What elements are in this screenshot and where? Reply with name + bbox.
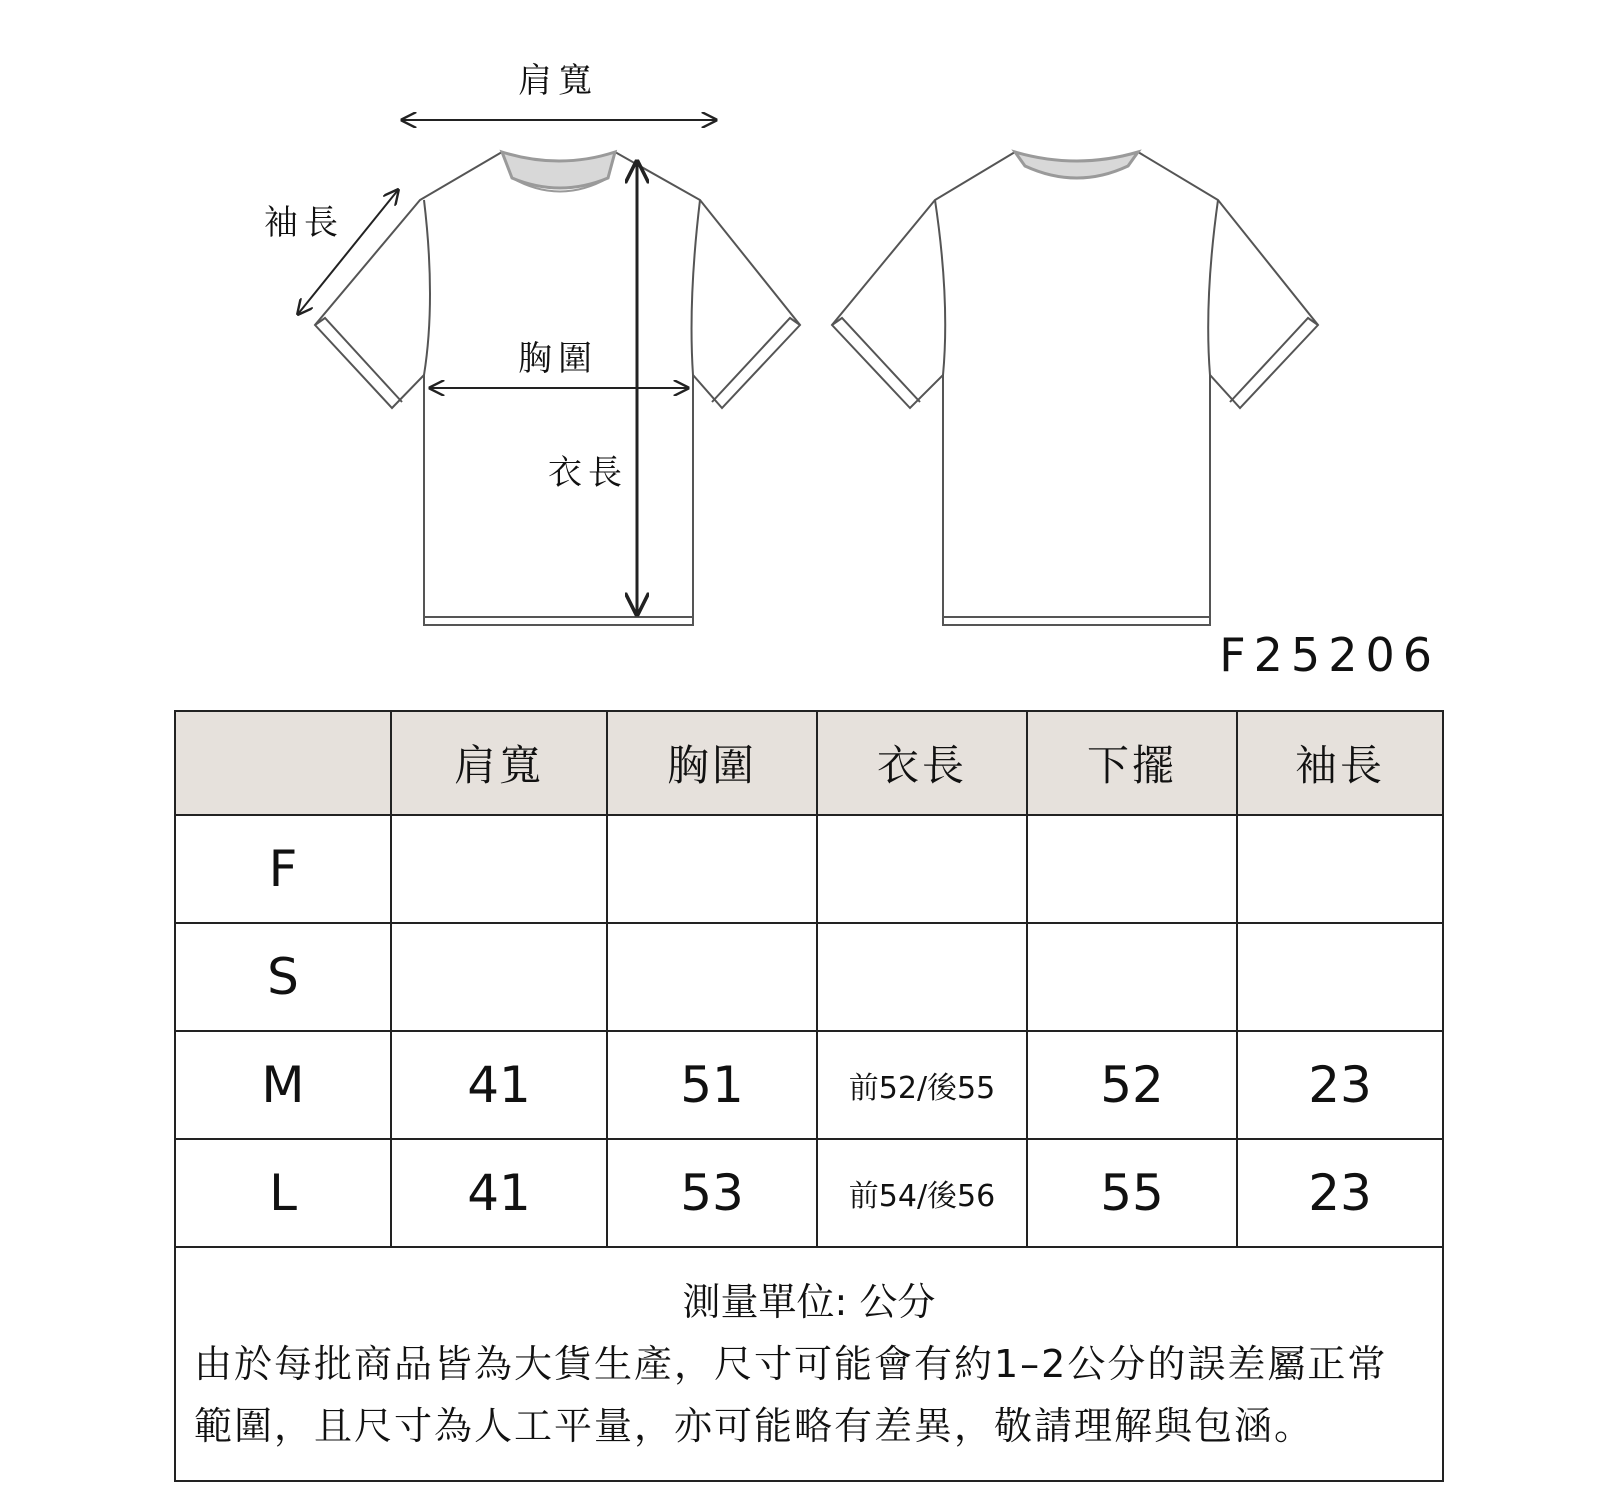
value-cell: 23 [1237, 1139, 1443, 1247]
size-cell: F [175, 815, 391, 923]
product-code: F25206 [1219, 628, 1440, 682]
header-cell-sleeve: 袖長 [1237, 711, 1443, 815]
value-cell [1027, 923, 1237, 1031]
sleeve-label: 袖長 [264, 203, 344, 243]
disclaimer-text: 由於每批商品皆為大貨生產，尺寸可能會有約1–2公分的誤差屬正常範圍，且尺寸為人工平量，亦可能略有差異，敬請理解與包涵。 [194, 1342, 1388, 1448]
table-header-row [175, 711, 1443, 815]
value-cell: 前54/後56 [817, 1139, 1027, 1247]
value-cell [391, 815, 607, 923]
notes-cell [175, 1247, 1443, 1481]
value-cell: 41 [391, 1031, 607, 1139]
unit-note: 測量單位: 公分 [682, 1280, 936, 1324]
notes-row [175, 1247, 1443, 1481]
value-cell: 23 [1237, 1031, 1443, 1139]
measure-arrows [298, 120, 716, 614]
value-cell [1027, 815, 1237, 923]
header-cell-size [175, 711, 391, 815]
value-cell: 53 [607, 1139, 817, 1247]
size-cell: S [175, 923, 391, 1031]
value-cell [391, 923, 607, 1031]
value-cell [607, 815, 817, 923]
header-cell-shoulder: 肩寬 [391, 711, 607, 815]
tshirt-diagram [0, 0, 1606, 690]
header-cell-hem: 下擺 [1027, 711, 1237, 815]
value-cell: 51 [607, 1031, 817, 1139]
table-row [175, 1139, 1443, 1247]
header-cell-chest: 胸圍 [607, 711, 817, 815]
value-cell [607, 923, 817, 1031]
size-table [174, 710, 1444, 1482]
value-cell: 55 [1027, 1139, 1237, 1247]
size-cell: M [175, 1031, 391, 1139]
chest-label: 胸圍 [518, 339, 598, 379]
value-cell: 前52/後55 [817, 1031, 1027, 1139]
value-cell [1237, 815, 1443, 923]
table-row [175, 815, 1443, 923]
shoulder-label: 肩寬 [518, 61, 598, 101]
value-cell [817, 923, 1027, 1031]
size-cell: L [175, 1139, 391, 1247]
table-row [175, 923, 1443, 1031]
header-cell-length: 衣長 [817, 711, 1027, 815]
value-cell: 41 [391, 1139, 607, 1247]
length-label: 衣長 [548, 453, 628, 493]
value-cell [817, 815, 1027, 923]
back-tshirt-drawing [832, 152, 1318, 625]
table-row [175, 1031, 1443, 1139]
value-cell [1237, 923, 1443, 1031]
value-cell: 52 [1027, 1031, 1237, 1139]
